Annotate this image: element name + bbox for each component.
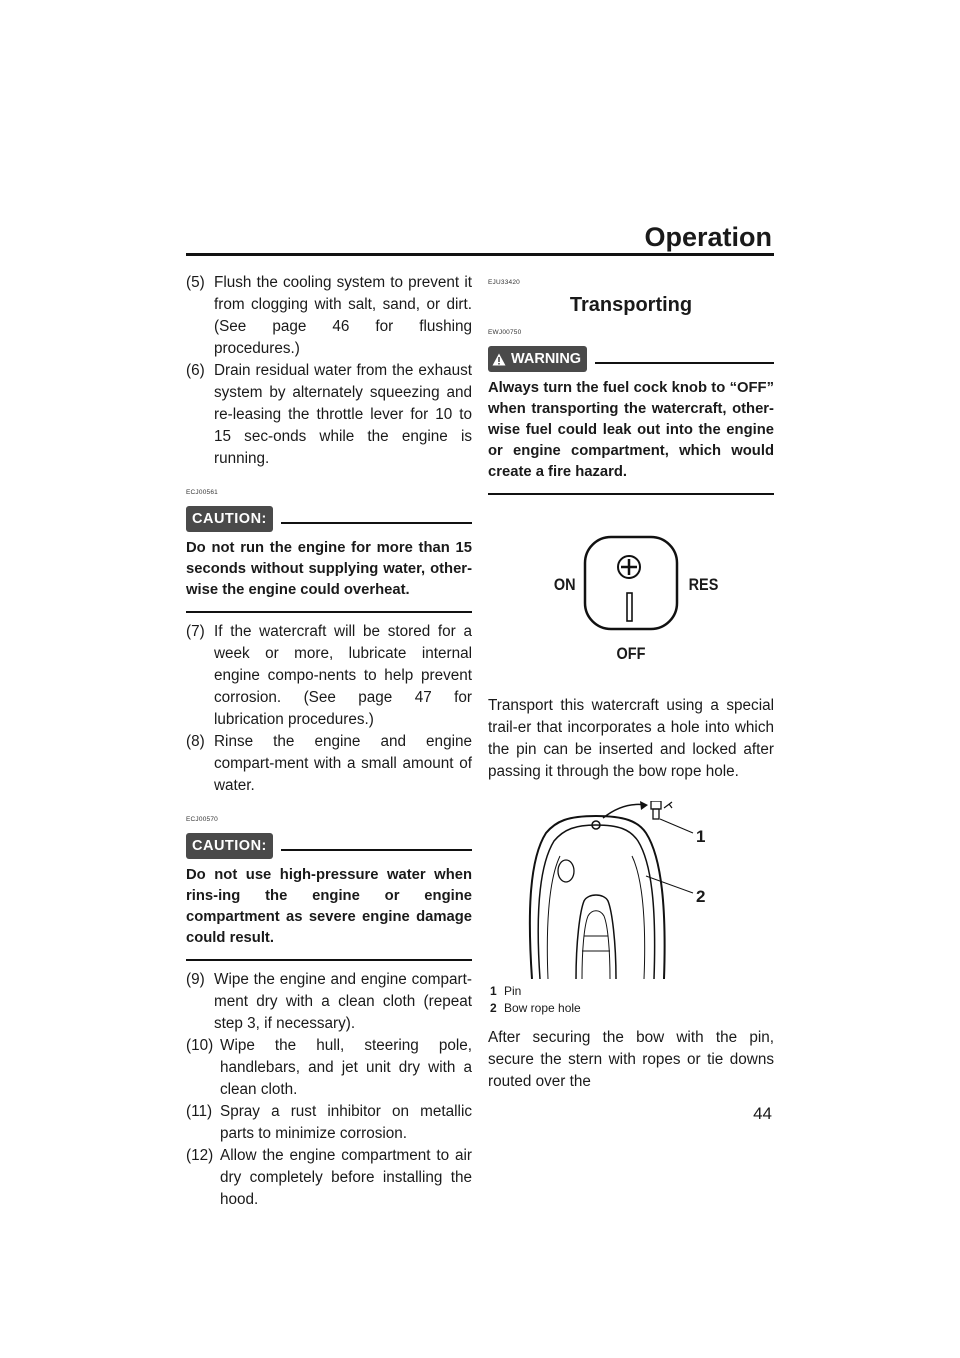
step-text: Flush the cooling system to prevent it from clogging with salt, sand, or dirt. (See page 46 for flushing procedures.) [214, 274, 472, 357]
caution-rule [281, 849, 472, 851]
caution-end-rule [186, 611, 472, 613]
step-12 [186, 1145, 472, 1211]
caution-header [186, 506, 472, 532]
step-text: If the watercraft will be stored for a week or more, lubricate internal engine compo-nents to help prevent corrosion. (See page 47 for lubrication procedures.) [214, 623, 472, 728]
warning-end-rule [488, 493, 774, 495]
caution-header [186, 833, 472, 859]
step-text: Drain residual water from the exhaust system by alternately squeezing and re-leasing the throttle lever for 10 to 15 sec-onds while the engine is running. [214, 362, 472, 467]
page-number: 44 [753, 1104, 772, 1123]
legend-label: Pin [504, 984, 522, 998]
step-7 [186, 621, 472, 731]
warning-header [488, 346, 774, 372]
step-number: (10) [186, 1037, 214, 1054]
warning-label [488, 346, 587, 372]
section-code: EJU33420 [488, 279, 520, 286]
page-header-title: Operation [644, 222, 772, 252]
caution-code: ECJ00561 [186, 489, 218, 496]
step-text: Spray a rust inhibitor on metallic parts to minimize corrosion. [220, 1103, 472, 1142]
caution-code: ECJ00570 [186, 816, 218, 823]
fuel-cock-off-label: OFF [616, 644, 646, 663]
figure-legend [490, 983, 774, 1017]
step-text: Wipe the engine and engine compart-ment dry with a clean cloth (repeat step 3, if necessary). [214, 971, 472, 1032]
right-column [488, 272, 774, 1093]
step-text: Wipe the hull, steering pole, handlebars, and jet unit dry with a clean cloth. [220, 1037, 472, 1098]
step-text: Allow the engine compartment to air dry completely before installing the hood. [220, 1147, 472, 1208]
step-6 [186, 360, 472, 470]
watercraft-bow-illustration [488, 801, 774, 979]
caution-end-rule [186, 959, 472, 961]
caution-text: Do not run the engine for more than 15 seconds without supplying water, other-wise the engine could overheat. [186, 540, 472, 598]
callout-1: 1 [696, 827, 706, 846]
header-rule [186, 253, 774, 256]
left-column [186, 272, 472, 1211]
caution-rule [281, 522, 472, 524]
warning-rule [595, 362, 774, 364]
step-5 [186, 272, 472, 360]
step-number: (8) [186, 733, 205, 750]
step-number: (12) [186, 1147, 214, 1164]
warning-triangle-icon [492, 353, 506, 366]
fuel-cock-on-label: ON [553, 575, 576, 594]
step-10 [186, 1035, 472, 1101]
caution-label: CAUTION: [186, 833, 273, 859]
caution-label: CAUTION: [186, 506, 273, 532]
step-number: (5) [186, 274, 205, 291]
fuel-cock-figure [488, 503, 774, 681]
warning-code: EWJ00750 [488, 329, 522, 336]
transport-paragraph: Transport this watercraft using a special trail-er that incorporates a hole into which the pin can be inserted and locked after passing it through the bow rope hole. [488, 697, 774, 780]
warning-text: Always turn the fuel cock knob to “OFF” when transporting the watercraft, other-wise fuel could leak out into the engine or engine compartment, which would create a fire hazard. [488, 380, 774, 480]
legend-number: 1 [490, 984, 497, 998]
step-number: (11) [186, 1103, 213, 1120]
step-number: (9) [186, 971, 205, 988]
fuel-cock-res-label: RES [688, 575, 719, 594]
legend-label: Bow rope hole [504, 1001, 581, 1015]
warning-label-text: WARNING [511, 351, 582, 367]
legend-item [490, 983, 774, 1000]
step-text: Rinse the engine and engine compart-ment with a small amount of water. [214, 733, 472, 794]
step-11 [186, 1101, 472, 1145]
legend-number: 2 [490, 1001, 497, 1015]
callout-2: 2 [696, 887, 706, 906]
caution-text: Do not use high-pressure water when rins-ing the engine or engine compartment as severe engine damage could result. [186, 867, 472, 946]
step-number: (7) [186, 623, 205, 640]
step-number: (6) [186, 362, 205, 379]
step-9 [186, 969, 472, 1035]
legend-item [490, 1000, 774, 1017]
watercraft-figure [488, 801, 774, 979]
step-8 [186, 731, 472, 797]
section-title: Transporting [569, 294, 693, 316]
securing-paragraph: After securing the bow with the pin, secure the stern with ropes or tie downs routed over the [488, 1029, 774, 1090]
